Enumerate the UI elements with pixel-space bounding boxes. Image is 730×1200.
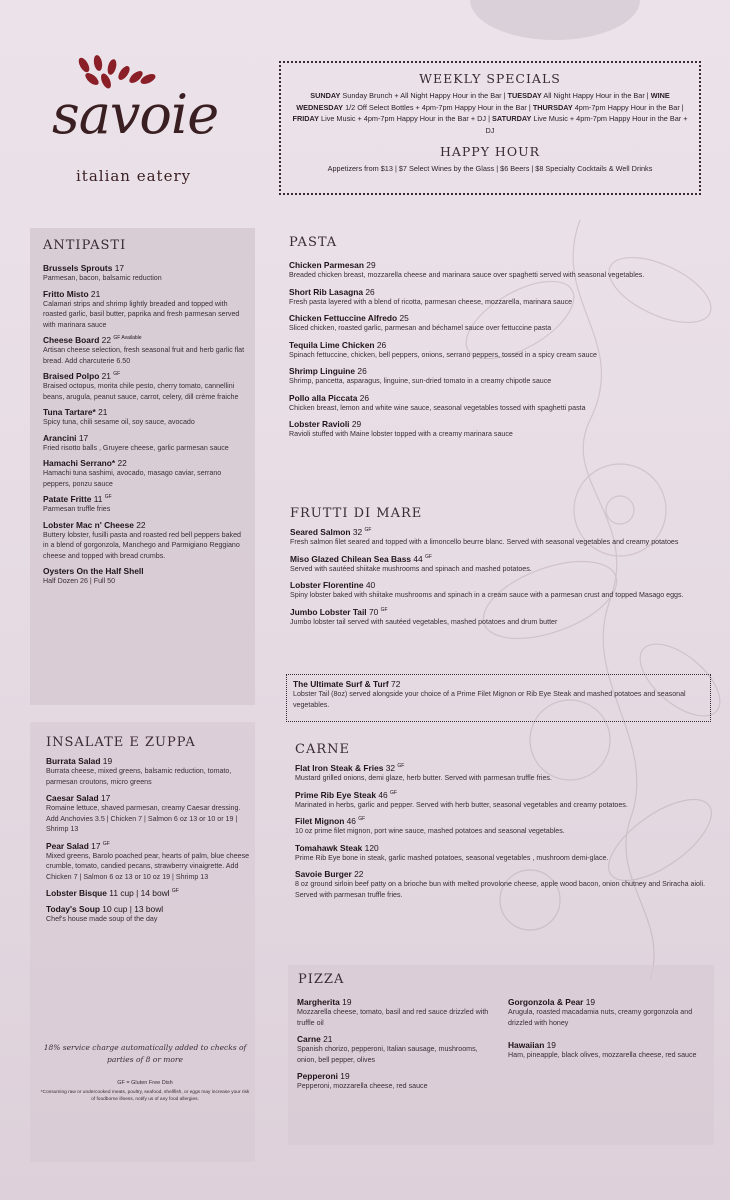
menu-item-name: Chicken Parmesan 29	[289, 260, 376, 270]
pizza-left-col	[297, 997, 492, 1098]
gluten-free-note: GF = Gluten Free Dish	[117, 1080, 173, 1086]
menu-item-name: Gorgonzola & Pear 19	[508, 997, 596, 1007]
decorative-circle	[470, 0, 640, 40]
menu-item-desc: Shrimp, pancetta, asparagus, linguine, sun-dried tomato in a creamy chipotle sauce	[289, 377, 552, 385]
gluten-free-mark: GF	[389, 789, 397, 796]
weekly-specials-box	[279, 61, 701, 195]
consumer-advisory: *Consuming raw or undercooked meats, poultry, seafood, shellfish, or eggs may increase your risk of foodborne illness, notify us of any food allergies.	[40, 1090, 250, 1102]
menu-item-price: 120	[364, 842, 379, 853]
menu-item-price: 19	[585, 997, 596, 1007]
menu-item	[43, 520, 248, 562]
menu-item-desc: Spiny lobster baked with shiitake mushrooms and spinach in a cream sauce with a parmesan crust and topped Masago eggs.	[290, 591, 684, 599]
menu-item-name: Miso Glazed Chilean Sea Bass 44 $^{GF}$	[290, 553, 432, 564]
menu-item	[297, 1071, 492, 1092]
menu-item	[46, 793, 251, 835]
menu-item-desc: Romaine lettuce, shaved parmesan, creamy Caesar dressing. Add Anchovies 3.5 | Chicken 7 | Salmon 6 oz 13 or 10 or 19 | Shrimp 13	[46, 804, 241, 833]
insalate-title: INSALATE E ZUPPA	[46, 735, 196, 750]
menu-item-desc: Ham, pineapple, black olives, mozzarella cheese, red sauce	[508, 1051, 697, 1059]
menu-item	[295, 763, 710, 784]
menu-item-name: Flat Iron Steak & Fries 32 $^{GF}$	[295, 763, 405, 773]
menu-item	[43, 407, 248, 428]
gluten-free-mark: GF	[380, 606, 388, 613]
menu-item-name: Margherita 19	[297, 997, 352, 1007]
menu-item-name: Fritto Misto 21	[43, 288, 101, 299]
logo-subtitle: italian eatery	[76, 167, 192, 185]
menu-item	[46, 841, 251, 883]
insalate-section	[46, 735, 251, 931]
menu-item-name: Savoie Burger 22	[295, 869, 364, 879]
menu-item-price: 22	[136, 519, 146, 530]
menu-item-desc: Marinated in herbs, garlic and pepper. Served with herb butter, seasonal vegetables and creamy potatoes.	[295, 800, 628, 809]
menu-item-name: Pollo alla Piccata 26	[289, 392, 370, 403]
menu-item-price: 19	[102, 756, 113, 766]
menu-item-price: 19	[342, 997, 352, 1007]
menu-item-desc: Ravioli stuffed with Maine lobster topped with a creamy marinara sauce	[289, 430, 513, 438]
menu-item-desc: Fresh pasta layered with a blend of ricotta, parmesan cheese, mozzarella, marinara sauce	[289, 297, 573, 306]
menu-item-desc: Buttery lobster, fusilli pasta and roasted red bell peppers baked in a blend of gorgonzola, Manchego and Parmigiano Reggiano cheese and topped with bread crumbs.	[43, 530, 241, 560]
menu-item-price: 22	[101, 335, 111, 345]
menu-item-name: Lobster Mac n' Cheese 22	[43, 519, 146, 530]
menu-item	[43, 289, 248, 331]
menu-item-price: 21	[101, 371, 111, 381]
surf-name: The Ultimate Surf & Turf 72	[293, 679, 401, 689]
menu-item-price: 40	[365, 580, 376, 590]
menu-item-desc: Breaded chicken breast, mozzarella cheese and marinara sauce over spaghetti served with seasonal vegetables.	[289, 271, 645, 279]
menu-item-desc: Spicy tuna, chili sesame oil, soy sauce, avocado	[43, 418, 195, 426]
menu-item-desc: Spanish chorizo, pepperoni, Italian sausage, mushrooms, onion, bell pepper, olives	[297, 1045, 478, 1064]
menu-item-price: 21	[90, 288, 101, 299]
menu-item-price: 32	[385, 763, 396, 773]
menu-item-price: 25	[399, 313, 409, 323]
weekly-specials-text: SUNDAY Sunday Brunch + All Night Happy Hour in the Bar | TUESDAY All Night Happy Hour in the Bar | WINE WEDNESDAY 1/2 Off Select Bottles + 4pm-7pm Happy Hour in the Bar | THURSDAY 4pm-7pm Happy Hour in the Bar | FRIDAY Live Music + 4pm-7pm Happy Hour in the Bar + DJ | SATURDAY Live Music + 4pm-7pm Happy Hour in the Bar + DJ	[292, 91, 688, 135]
menu-item	[43, 371, 248, 402]
menu-item	[289, 260, 709, 281]
menu-item	[43, 263, 248, 284]
menu-item-desc: Spinach fettuccine, chicken, bell peppers, onions, serrano peppers, tossed in a spicy cream sauce	[289, 350, 597, 359]
carne-section	[295, 742, 710, 906]
menu-item-desc: Chicken breast, lemon and white wine sauce, seasonal vegetables tossed with spaghetti pasta	[289, 403, 586, 412]
menu-item	[46, 756, 251, 787]
menu-item	[43, 335, 248, 366]
menu-item	[43, 433, 248, 454]
menu-item-desc: Fried risotto balls , Gruyere cheese, garlic parmesan sauce	[43, 443, 229, 452]
menu-item-name: Hawaiian 19	[508, 1040, 556, 1050]
pizza-title-wrap	[298, 972, 498, 987]
menu-item-name: Brussels Sprouts 17	[43, 263, 125, 273]
menu-item-price: 19	[340, 1071, 350, 1081]
menu-item-desc: Mozzarella cheese, tomato, basil and red sauce drizzled with truffle oil	[297, 1008, 489, 1027]
antipasti-title: ANTIPASTI	[43, 238, 127, 253]
menu-item-price: 22	[117, 458, 127, 468]
pasta-section	[289, 235, 709, 446]
menu-item-name: Braised Polpo 21 $^{GF}$	[43, 371, 121, 381]
happy-hour-title: HAPPY HOUR	[439, 144, 541, 159]
menu-item-name: Tequila Lime Chicken 26	[289, 339, 387, 350]
menu-item-desc: Prime Rib Eye bone in steak, garlic mashed potatoes, seasonal vegetables , mushroom demi-glace.	[295, 853, 609, 862]
menu-item-name: Jumbo Lobster Tail 70 $^{GF}$	[290, 606, 388, 617]
antipasti-section	[43, 238, 248, 592]
menu-item-name: Tomahawk Steak 120	[295, 842, 379, 853]
pizza-right-col	[508, 997, 708, 1073]
menu-item	[43, 494, 248, 515]
menu-item-name: Lobster Bisque 11 cup | 14 bowl $^{GF}$	[46, 888, 179, 898]
footer-notes	[40, 1042, 250, 1103]
weekly-specials-title: WEEKLY SPECIALS	[419, 71, 561, 86]
menu-item-name: Carne 21	[297, 1034, 333, 1044]
menu-item-desc: Mixed greens, Barolo poached pear, hearts of palm, blue cheese crumble, tomato, candied pecans, strawberry vinaigrette. Add Chicken 7 | Salmon 6 oz 13 or 10 oz 19 | Shrimp 13	[46, 851, 250, 881]
menu-item-price: 17	[78, 432, 89, 443]
menu-item-desc: Burrata cheese, mixed greens, balsamic reduction, tomato, parmesan croutons, micro greens	[46, 767, 232, 786]
menu-item-name: Filet Mignon 46 $^{GF}$	[295, 816, 366, 826]
frutti-section	[290, 506, 710, 633]
menu-item-name: Oysters On the Half Shell	[43, 566, 144, 576]
menu-item	[290, 527, 710, 548]
menu-item-desc: Mustard grilled onions, demi glaze, herb butter. Served with parmesan truffle fries.	[295, 774, 552, 782]
menu-item	[295, 869, 710, 900]
menu-item	[289, 313, 709, 334]
carne-title: CARNE	[295, 742, 350, 757]
restaurant-logo	[40, 55, 240, 195]
menu-item-price: 26	[357, 366, 367, 376]
gluten-free-mark: GF	[358, 816, 366, 823]
menu-item-price: 29	[351, 419, 362, 429]
pizza-title: PIZZA	[298, 972, 345, 987]
menu-item-price: 26	[365, 286, 375, 297]
menu-item	[289, 393, 709, 414]
menu-item-desc: Sliced chicken, roasted garlic, parmesan and béchamel sauce over fettuccine pasta	[289, 324, 552, 332]
menu-item	[290, 607, 710, 628]
surf-desc: Lobster Tail (8oz) served alongside your choice of a Prime Filet Mignon or Rib Eye Steak and mashed potatoes and seasonal vegetables.	[293, 690, 686, 709]
menu-item-desc: Jumbo lobster tail served with sautéed vegetables, mashed potatoes and drum butter	[290, 617, 558, 626]
menu-item-name: Arancini 17	[43, 432, 89, 443]
menu-item	[295, 816, 710, 837]
menu-item-name: Shrimp Linguine 26	[289, 366, 367, 376]
menu-item-price: 17	[91, 840, 101, 851]
menu-item-desc: Braised octopus, morita chile pesto, cherry tomato, cannellini beans, arugula, peanut sauce, carrot, celery, dill crème fraiche	[43, 382, 239, 401]
menu-item-name: Caesar Salad 17	[46, 793, 111, 803]
gluten-free-mark: GF	[171, 888, 179, 895]
logo-name: savoie	[52, 83, 219, 146]
gluten-free-mark: GF	[113, 371, 121, 378]
menu-item	[295, 790, 710, 811]
menu-item	[508, 1040, 708, 1061]
menu-item-price: 11	[93, 494, 103, 504]
menu-item-price: 17	[100, 793, 111, 803]
frutti-title: FRUTTI DI MARE	[290, 506, 423, 521]
menu-item-price: 21	[323, 1034, 333, 1044]
menu-item-price: 26	[359, 392, 370, 403]
menu-item-price: 19	[546, 1040, 556, 1050]
menu-item-name: Today's Soup 10 cup | 13 bowl	[46, 904, 164, 914]
menu-item	[297, 997, 492, 1028]
menu-item	[46, 904, 251, 925]
menu-item-desc: Artisan cheese selection, fresh seasonal fruit and herb garlic flat bread. Add charcuterie 6.50	[43, 346, 245, 365]
surf-and-turf-box	[286, 674, 711, 722]
menu-item-name: Chicken Fettuccine Alfredo 25	[289, 313, 409, 323]
gluten-free-mark: GF	[364, 527, 372, 534]
menu-item-price: 10 cup | 13 bowl	[102, 904, 164, 914]
menu-item-name: Lobster Florentine 40	[290, 580, 376, 590]
gluten-free-mark: GF	[104, 494, 112, 501]
menu-item	[43, 566, 248, 587]
menu-item-desc: Parmesan, bacon, balsamic reduction	[43, 274, 162, 282]
menu-item	[289, 340, 709, 361]
menu-item-desc: 10 oz prime filet mignon, port wine sauce, mashed potatoes and seasonal vegetables.	[295, 827, 565, 835]
menu-item	[508, 997, 708, 1028]
menu-item	[289, 287, 709, 308]
menu-item	[43, 458, 248, 489]
menu-item-price: 46	[378, 789, 388, 800]
menu-item-desc: 8 oz ground sirloin beef patty on a brioche bun with melted provolone cheese, apple wood bacon, onion chutney and Sriracha aioli. Served with parmesan truffle fries.	[295, 880, 706, 899]
menu-item-price: 32	[352, 527, 363, 537]
menu-item-name: Cheese Board 22 $^{GF Available}$	[43, 335, 142, 345]
menu-item-name: Short Rib Lasagna 26	[289, 286, 375, 297]
pasta-title: PASTA	[289, 235, 338, 250]
menu-item-price: 22	[354, 869, 364, 879]
menu-item	[289, 419, 709, 440]
menu-item	[290, 554, 710, 575]
menu-item-name: Tuna Tartare* 21	[43, 407, 108, 417]
menu-item-desc: Hamachi tuna sashimi, avocado, masago caviar, serrano peppers, ponzu sauce	[43, 469, 222, 488]
menu-item	[295, 843, 710, 864]
menu-item-desc: Calamari strips and shrimp lightly breaded and topped with roasted garlic, basil butter, paprika and fresh parmesan served with marinara sauce	[43, 299, 240, 329]
menu-item	[290, 580, 710, 601]
menu-item-price: 29	[366, 260, 376, 270]
menu-item-desc: Half Dozen 26 | Full 50	[43, 577, 116, 585]
gluten-free-mark: GF	[397, 763, 405, 770]
menu-item	[289, 366, 709, 387]
menu-item-desc: Arugula, roasted macadamia nuts, creamy gorgonzola and drizzled with honey	[508, 1008, 693, 1027]
menu-item-desc: Chef's house made soup of the day	[46, 915, 158, 923]
menu-item-desc: Pepperoni, mozzarella cheese, red sauce	[297, 1082, 428, 1090]
menu-item-name: Burrata Salad 19	[46, 756, 113, 766]
happy-hour-text: Appetizers from $13 | $7 Select Wines by the Glass | $6 Beers | $8 Specialty Cocktails & Well Drinks	[327, 164, 653, 173]
gluten-free-mark: GF Available	[113, 335, 142, 342]
menu-item-price: 70	[368, 606, 379, 617]
menu-item-desc: Parmesan truffle fries	[43, 505, 111, 513]
menu-item-price: 26	[376, 339, 387, 350]
service-charge-note: 18% service charge automatically added to checks of parties of 8 or more	[43, 1043, 247, 1064]
menu-item-name: Pepperoni 19	[297, 1071, 350, 1081]
menu-item-price: 44	[413, 553, 423, 564]
gluten-free-mark: GF	[425, 553, 432, 560]
menu-item	[46, 888, 251, 898]
menu-item-price: 17	[114, 263, 125, 273]
menu-item-price: 46	[346, 816, 356, 826]
menu-item-name: Patate Fritte 11 $^{GF}$	[43, 494, 112, 504]
menu-item-name: Pear Salad 17 $^{GF}$	[46, 840, 110, 851]
menu-item-name: Seared Salmon 32 $^{GF}$	[290, 527, 372, 537]
menu-item-name: Lobster Ravioli 29	[289, 419, 362, 429]
happy-hour	[289, 144, 691, 175]
menu-item-desc: Served with sautéed shiitake mushrooms and spinach and mashed potatoes.	[290, 564, 532, 573]
menu-item	[297, 1034, 492, 1065]
menu-item-desc: Fresh salmon filet seared and topped with a limoncello beurre blanc. Served with seasonal vegetables and creamy potatoes	[290, 538, 679, 546]
menu-item-name: Hamachi Serrano* 22	[43, 458, 127, 468]
menu-item-price: 21	[98, 407, 108, 417]
menu-item-name: Prime Rib Eye Steak 46 $^{GF}$	[295, 789, 397, 800]
gluten-free-mark: GF	[102, 840, 110, 847]
menu-item-price: 11 cup | 14 bowl	[109, 888, 170, 898]
